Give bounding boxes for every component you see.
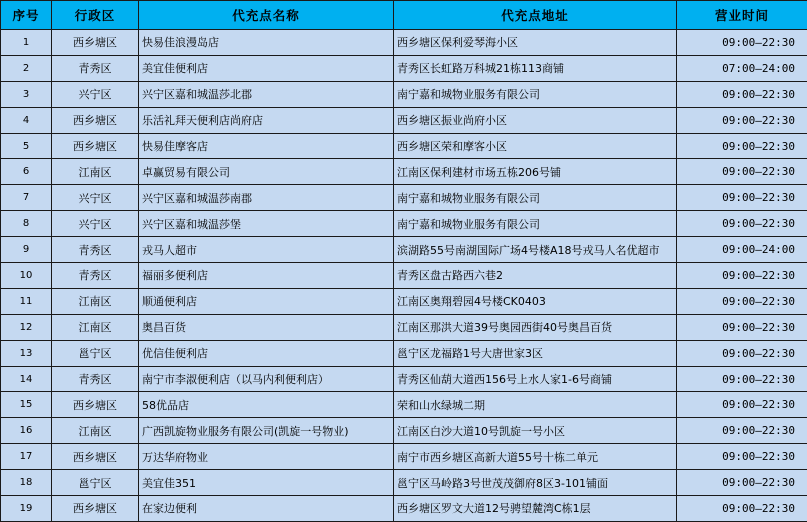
cell-address: 南宁嘉和城物业服务有限公司 (394, 81, 677, 107)
cell-name: 奥昌百货 (139, 314, 394, 340)
cell-address: 西乡塘区保利爱琴海小区 (394, 30, 677, 56)
table-row (1, 55, 807, 81)
cell-district: 兴宁区 (52, 81, 139, 107)
cell-district: 西乡塘区 (52, 30, 139, 56)
header-name: 代充点名称 (139, 1, 394, 30)
table-row (1, 81, 807, 107)
header-row (1, 1, 807, 30)
table-row (1, 133, 807, 159)
cell-district: 江南区 (52, 314, 139, 340)
cell-hours: 09:00–22:30 (677, 263, 807, 289)
cell-no: 16 (1, 418, 52, 444)
table-row (1, 366, 807, 392)
cell-name: 南宁市李淑便利店（以马内利便利店） (139, 366, 394, 392)
cell-district: 青秀区 (52, 237, 139, 263)
cell-address: 南宁嘉和城物业服务有限公司 (394, 185, 677, 211)
cell-address: 邕宁区龙福路1号大唐世家3区 (394, 340, 677, 366)
cell-name: 快易佳浪漫岛店 (139, 30, 394, 56)
cell-district: 兴宁区 (52, 211, 139, 237)
table-row (1, 263, 807, 289)
cell-hours: 09:00–22:30 (677, 159, 807, 185)
cell-address: 江南区保利建材市场五栋206号铺 (394, 159, 677, 185)
cell-hours: 09:00–22:30 (677, 133, 807, 159)
cell-district: 西乡塘区 (52, 496, 139, 522)
cell-district: 青秀区 (52, 366, 139, 392)
cell-no: 5 (1, 133, 52, 159)
cell-name: 美宜佳351 (139, 470, 394, 496)
cell-name: 顺通便利店 (139, 288, 394, 314)
table-row (1, 159, 807, 185)
cell-address: 青秀区盘古路西六巷2 (394, 263, 677, 289)
cell-district: 江南区 (52, 418, 139, 444)
cell-no: 6 (1, 159, 52, 185)
cell-district: 青秀区 (52, 263, 139, 289)
cell-hours: 07:00–24:00 (677, 55, 807, 81)
cell-district: 西乡塘区 (52, 107, 139, 133)
cell-district: 邕宁区 (52, 340, 139, 366)
cell-address: 荣和山水绿城二期 (394, 392, 677, 418)
cell-district: 江南区 (52, 288, 139, 314)
cell-address: 江南区奥翔碧园4号楼CK0403 (394, 288, 677, 314)
cell-no: 18 (1, 470, 52, 496)
cell-address: 南宁嘉和城物业服务有限公司 (394, 211, 677, 237)
cell-address: 青秀区仙葫大道西156号上水人家1-6号商铺 (394, 366, 677, 392)
cell-no: 14 (1, 366, 52, 392)
cell-no: 4 (1, 107, 52, 133)
cell-name: 戎马人超市 (139, 237, 394, 263)
cell-name: 乐活礼拜天便利店尚府店 (139, 107, 394, 133)
cell-district: 兴宁区 (52, 185, 139, 211)
cell-address: 邕宁区马岭路3号世茂茂御府8区3-101铺面 (394, 470, 677, 496)
table-row (1, 418, 807, 444)
cell-district: 西乡塘区 (52, 392, 139, 418)
header-district: 行政区 (52, 1, 139, 30)
cell-hours: 09:00–22:30 (677, 314, 807, 340)
table-row (1, 185, 807, 211)
cell-hours: 09:00–22:30 (677, 185, 807, 211)
cell-district: 西乡塘区 (52, 133, 139, 159)
cell-hours: 09:00–22:30 (677, 107, 807, 133)
cell-no: 11 (1, 288, 52, 314)
cell-hours: 09:00–22:30 (677, 392, 807, 418)
cell-no: 19 (1, 496, 52, 522)
table-row (1, 392, 807, 418)
cell-no: 2 (1, 55, 52, 81)
cell-no: 9 (1, 237, 52, 263)
cell-address: 南宁市西乡塘区高新大道55号十栋二单元 (394, 444, 677, 470)
cell-name: 在家边便利 (139, 496, 394, 522)
table-row (1, 314, 807, 340)
cell-hours: 09:00–22:30 (677, 340, 807, 366)
cell-hours: 09:00–22:30 (677, 30, 807, 56)
cell-address: 西乡塘区振业尚府小区 (394, 107, 677, 133)
cell-name: 兴宁区嘉和城温莎南郡 (139, 185, 394, 211)
table-row (1, 496, 807, 522)
cell-hours: 09:00–22:30 (677, 418, 807, 444)
table-row (1, 211, 807, 237)
cell-no: 3 (1, 81, 52, 107)
cell-hours: 09:00–22:30 (677, 288, 807, 314)
cell-address: 江南区那洪大道39号奥园西街40号奥昌百货 (394, 314, 677, 340)
cell-no: 12 (1, 314, 52, 340)
cell-hours: 09:00–24:00 (677, 237, 807, 263)
cell-name: 58优品店 (139, 392, 394, 418)
cell-district: 青秀区 (52, 55, 139, 81)
header-no: 序号 (1, 1, 52, 30)
cell-name: 万达华府物业 (139, 444, 394, 470)
table-row (1, 237, 807, 263)
cell-hours: 09:00–22:30 (677, 81, 807, 107)
cell-address: 西乡塘区罗文大道12号骋望麓湾C栋1层 (394, 496, 677, 522)
cell-hours: 09:00–22:30 (677, 366, 807, 392)
cell-no: 1 (1, 30, 52, 56)
cell-no: 8 (1, 211, 52, 237)
cell-address: 江南区白沙大道10号凯旋一号小区 (394, 418, 677, 444)
cell-no: 17 (1, 444, 52, 470)
cell-hours: 09:00–22:30 (677, 496, 807, 522)
cell-district: 江南区 (52, 159, 139, 185)
cell-address: 青秀区长虹路万科城21栋113商铺 (394, 55, 677, 81)
cell-address: 滨湖路55号南湖国际广场4号楼A18号戎马人名优超市 (394, 237, 677, 263)
cell-district: 西乡塘区 (52, 444, 139, 470)
table-row (1, 444, 807, 470)
cell-hours: 09:00–22:30 (677, 444, 807, 470)
table-row (1, 30, 807, 56)
table-row (1, 470, 807, 496)
cell-name: 优信佳便利店 (139, 340, 394, 366)
cell-hours: 09:00–22:30 (677, 470, 807, 496)
cell-name: 福丽多便利店 (139, 263, 394, 289)
header-address: 代充点地址 (394, 1, 677, 30)
cell-no: 15 (1, 392, 52, 418)
table-row (1, 107, 807, 133)
cell-name: 快易佳摩客店 (139, 133, 394, 159)
table-row (1, 288, 807, 314)
cell-no: 10 (1, 263, 52, 289)
cell-name: 兴宁区嘉和城温莎堡 (139, 211, 394, 237)
cell-hours: 09:00–22:30 (677, 211, 807, 237)
cell-address: 西乡塘区荣和摩客小区 (394, 133, 677, 159)
header-hours: 营业时间 (677, 1, 807, 30)
cell-no: 7 (1, 185, 52, 211)
cell-district: 邕宁区 (52, 470, 139, 496)
cell-no: 13 (1, 340, 52, 366)
cell-name: 兴宁区嘉和城温莎北郡 (139, 81, 394, 107)
table-row (1, 340, 807, 366)
cell-name: 美宜佳便利店 (139, 55, 394, 81)
cell-name: 广西凯旋物业服务有限公司(凯旋一号物业) (139, 418, 394, 444)
cell-name: 卓赢贸易有限公司 (139, 159, 394, 185)
